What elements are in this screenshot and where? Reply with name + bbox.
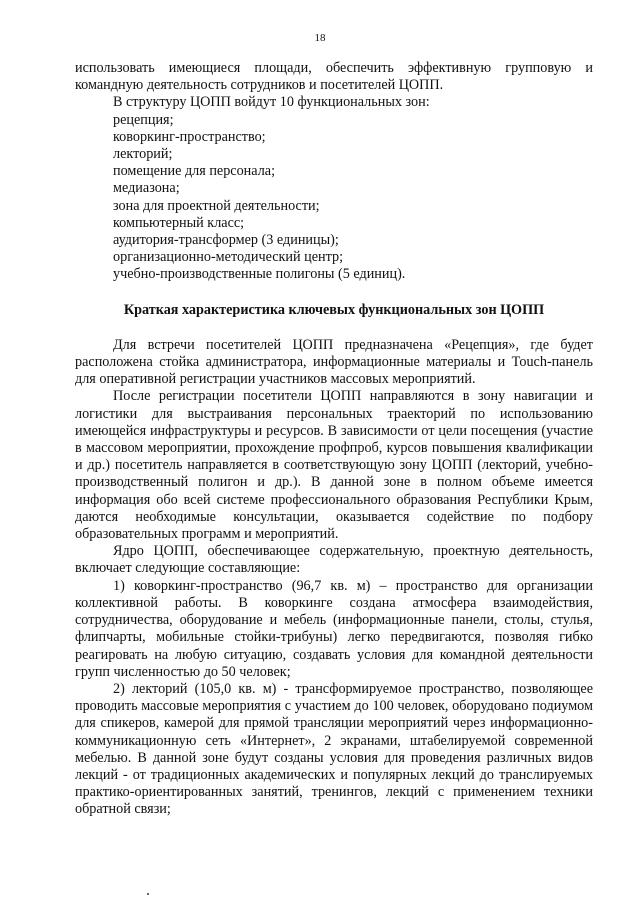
list-item: медиазона; xyxy=(113,180,180,197)
list-item: аудитория-трансформер (3 единицы); xyxy=(113,232,339,249)
coworking-paragraph: 1) коворкинг-пространство (96,7 кв. м) – пространство для организации коллективной работы. В коворкинге создана атмосфера взаимодействия, сотрудничества, оборудование и мебель (информационные панели, столы, стулья, флипчарты, мобильные стойки-трибуны) легко передвигаются, позволяя гибко реагировать на любую ситуацию, создавать условия для командной деятельности групп численностью до 50 человек; xyxy=(75,577,593,680)
list-item: учебно-производственные полигоны (5 единиц). xyxy=(113,266,406,283)
list-item: организационно-методический центр; xyxy=(113,249,344,266)
zones-lead: В структуру ЦОПП войдут 10 функциональных зон: xyxy=(113,94,430,111)
document-body xyxy=(75,60,593,819)
list-item: помещение для персонала; xyxy=(113,163,276,180)
list-item: лекторий; xyxy=(113,146,173,163)
zones-list xyxy=(75,112,593,284)
scan-speck xyxy=(147,893,149,895)
reception-paragraph: Для встречи посетителей ЦОПП предназначена «Рецепция», где будет расположена стойка администратора, информационные материалы и Touch-панель для оперативной регистрации участников массовых мероприятий. xyxy=(75,336,593,388)
lecture-hall-paragraph: 2) лекторий (105,0 кв. м) - трансформируемое пространство, позволяющее проводить массовые мероприятия с участием до 100 человек, оборудовано подиумом для спикеров, камерой для прямой трансляции мероприятий через информационно-коммуникационную сеть «Интернет», 2 экранами, штабелируемой современной мебелью. В данной зоне будут созданы условия для проведения различных видов лекций - от традиционных академических и популярных лекций до транслируемых практико-ориентированных занятий, тренингов, лекций с применением техники обратной связи; xyxy=(75,680,593,818)
list-item: рецепция; xyxy=(113,111,174,128)
navigation-paragraph: После регистрации посетители ЦОПП направляются в зону навигации и логистики для выстраивания персональных траекторий по использованию имеющейся инфраструктуры и ресурсов. В зависимости от цели посещения (участие в массовом мероприятии, прохождение профпроб, курсов повышения квалификации и др.) посетитель направляется в соответствующую зону ЦОПП (лекторий, учебно-производственный полигон и др.). В данной зоне в полном объеме имеется информация обо всей системе профессионального образования Республики Крым, даются необходимые консультации, оказывается содействие по подбору образовательных программ и мероприятий. xyxy=(75,388,593,543)
continuation-paragraph: использовать имеющиеся площади, обеспечить эффективную групповую и командную деятельность сотрудников и посетителей ЦОПП. xyxy=(75,60,593,94)
list-item: зона для проектной деятельности; xyxy=(113,197,320,214)
list-item: компьютерный класс; xyxy=(113,214,245,231)
section-title: Краткая характеристика ключевых функциональных зон ЦОПП xyxy=(123,301,545,318)
list-item: коворкинг-пространство; xyxy=(113,128,266,145)
core-paragraph: Ядро ЦОПП, обеспечивающее содержательную, проектную деятельность, включает следующие составляющие: xyxy=(75,543,593,577)
page-number: 18 xyxy=(314,32,326,44)
